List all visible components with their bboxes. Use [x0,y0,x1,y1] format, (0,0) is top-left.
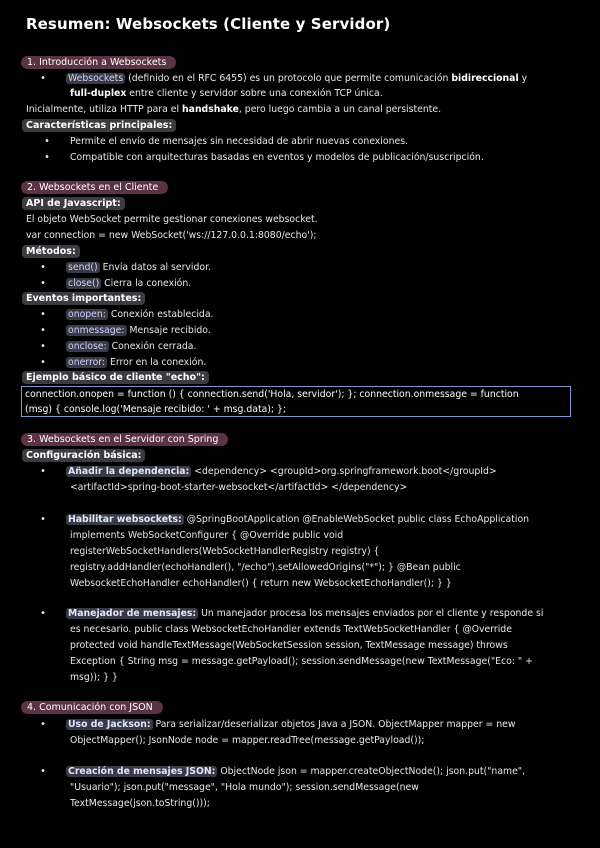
event-name: onopen: [68,309,106,320]
section-2-heading: 2. Websockets en el Cliente [21,181,168,194]
json-item-create: • Creación de mensajes JSON: ObjectNode json = mapper.createObjectNode(); json.put("name", "Usuario"); json.put("message", "Hola mundo"); session.sendMessage(new TextMessage(json.toString())); [66,764,525,812]
event-name: onmessage: [68,325,125,336]
intro-bullet: • Websockets (definido en el RFC 6455) es un protocolo que permite comunicación bidireccional y [66,71,527,87]
method-item: • send() Envía datos al servidor. [66,260,211,276]
section-3-heading: 3. Websockets en el Servidor con Spring [21,433,228,446]
event-name: onerror: [68,357,106,368]
json-item-jackson: • Uso de Jackson: Para serializar/deserializar objetos Java a JSON. ObjectMapper mapper = new ObjectMapper(); JsonNode node = mapper.readTree(message.getPayload()); [66,717,516,749]
code-line: (msg) { console.log('Mensaje recibido: ' + msg.data); }; [25,404,287,415]
events-heading: Eventos importantes: [22,292,145,305]
intro-bullet-continuation: full-duplex entre cliente y servidor sobre una conexión TCP única. [70,88,383,99]
event-item: • onopen: Conexión establecida. [66,307,213,323]
feature-item: • Permite el envío de mensajes sin necesidad de abrir nuevas conexiones. [70,134,408,150]
config-item-handler: • Manejador de mensajes: Un manejador procesa los mensajes enviados por el cliente y responde si es necesario. public class WebsocketEchoHandler extends TextWebSocketHandler { @Override protected void handleTextMessage(WebSocketSession session, TextMessage message) throws Exception { String msg = message.getPayload(); session.sendMessage(new TextMessage("Eco: " + msg)); } } [66,606,543,686]
feature-item: • Compatible con arquitecturas basadas en eventos y modelos de publicación/suscripción. [70,150,484,166]
method-name: send() [68,262,98,273]
event-item: • onerror: Error en la conexión. [66,355,206,371]
section-1-heading: 1. Introducción a Websockets [21,56,176,69]
method-item: • close() Cierra la conexión. [66,276,191,292]
websockets-term: Websockets [68,73,124,84]
config-heading: Configuración básica: [22,449,145,462]
features-heading: Características principales: [22,119,176,132]
item-label: Añadir la dependencia: [68,466,190,477]
intro-paragraph: Inicialmente, utiliza HTTP para el handshake, pero luego cambia a un canal persistente. [26,104,442,115]
event-item: • onmessage: Mensaje recibido. [66,323,211,339]
example-heading: Ejemplo básico de cliente "echo": [22,371,209,384]
section-4-heading: 4. Comunicación con JSON [21,701,163,714]
item-label: Uso de Jackson: [68,719,151,730]
api-description: El objeto WebSocket permite gestionar conexiones websocket. [26,214,318,225]
event-item: • onclose: Conexión cerrada. [66,339,196,355]
config-item-enable: • Habilitar websockets: @SpringBootApplication @EnableWebSocket public class EchoApplication implements WebSocketConfigurer { @Override public void registerWebSocketHandlers(WebSocketHandlerRegistry registry) { registry.addHandler(echoHandler(), "/echo").setAllowedOrigins("*"); } @Bean public WebsocketEchoHandler echoHandler() { return new WebsocketEchoHandler(); } } [66,512,529,592]
api-code-line: var connection = new WebSocket('ws://127.0.0.1:8080/echo'); [26,230,317,241]
item-label: Creación de mensajes JSON: [68,766,216,777]
config-item-dependency: • Añadir la dependencia: <dependency> <groupId>org.springframework.boot</groupId> <artifactId>spring-boot-starter-websocket</artifactId> </dependency> [66,464,497,496]
item-label: Habilitar websockets: [68,514,182,525]
method-name: close() [68,278,100,289]
api-heading: API de Javascript: [22,197,125,210]
page-title: Resumen: Websockets (Cliente y Servidor) [26,15,391,33]
code-block [21,386,571,417]
methods-heading: Métodos: [22,245,80,258]
code-line: connection.onopen = function () { connection.send('Hola, servidor'); }; connection.onmessage = function [25,389,519,400]
event-name: onclose: [68,341,107,352]
item-label: Manejador de mensajes: [68,608,197,619]
